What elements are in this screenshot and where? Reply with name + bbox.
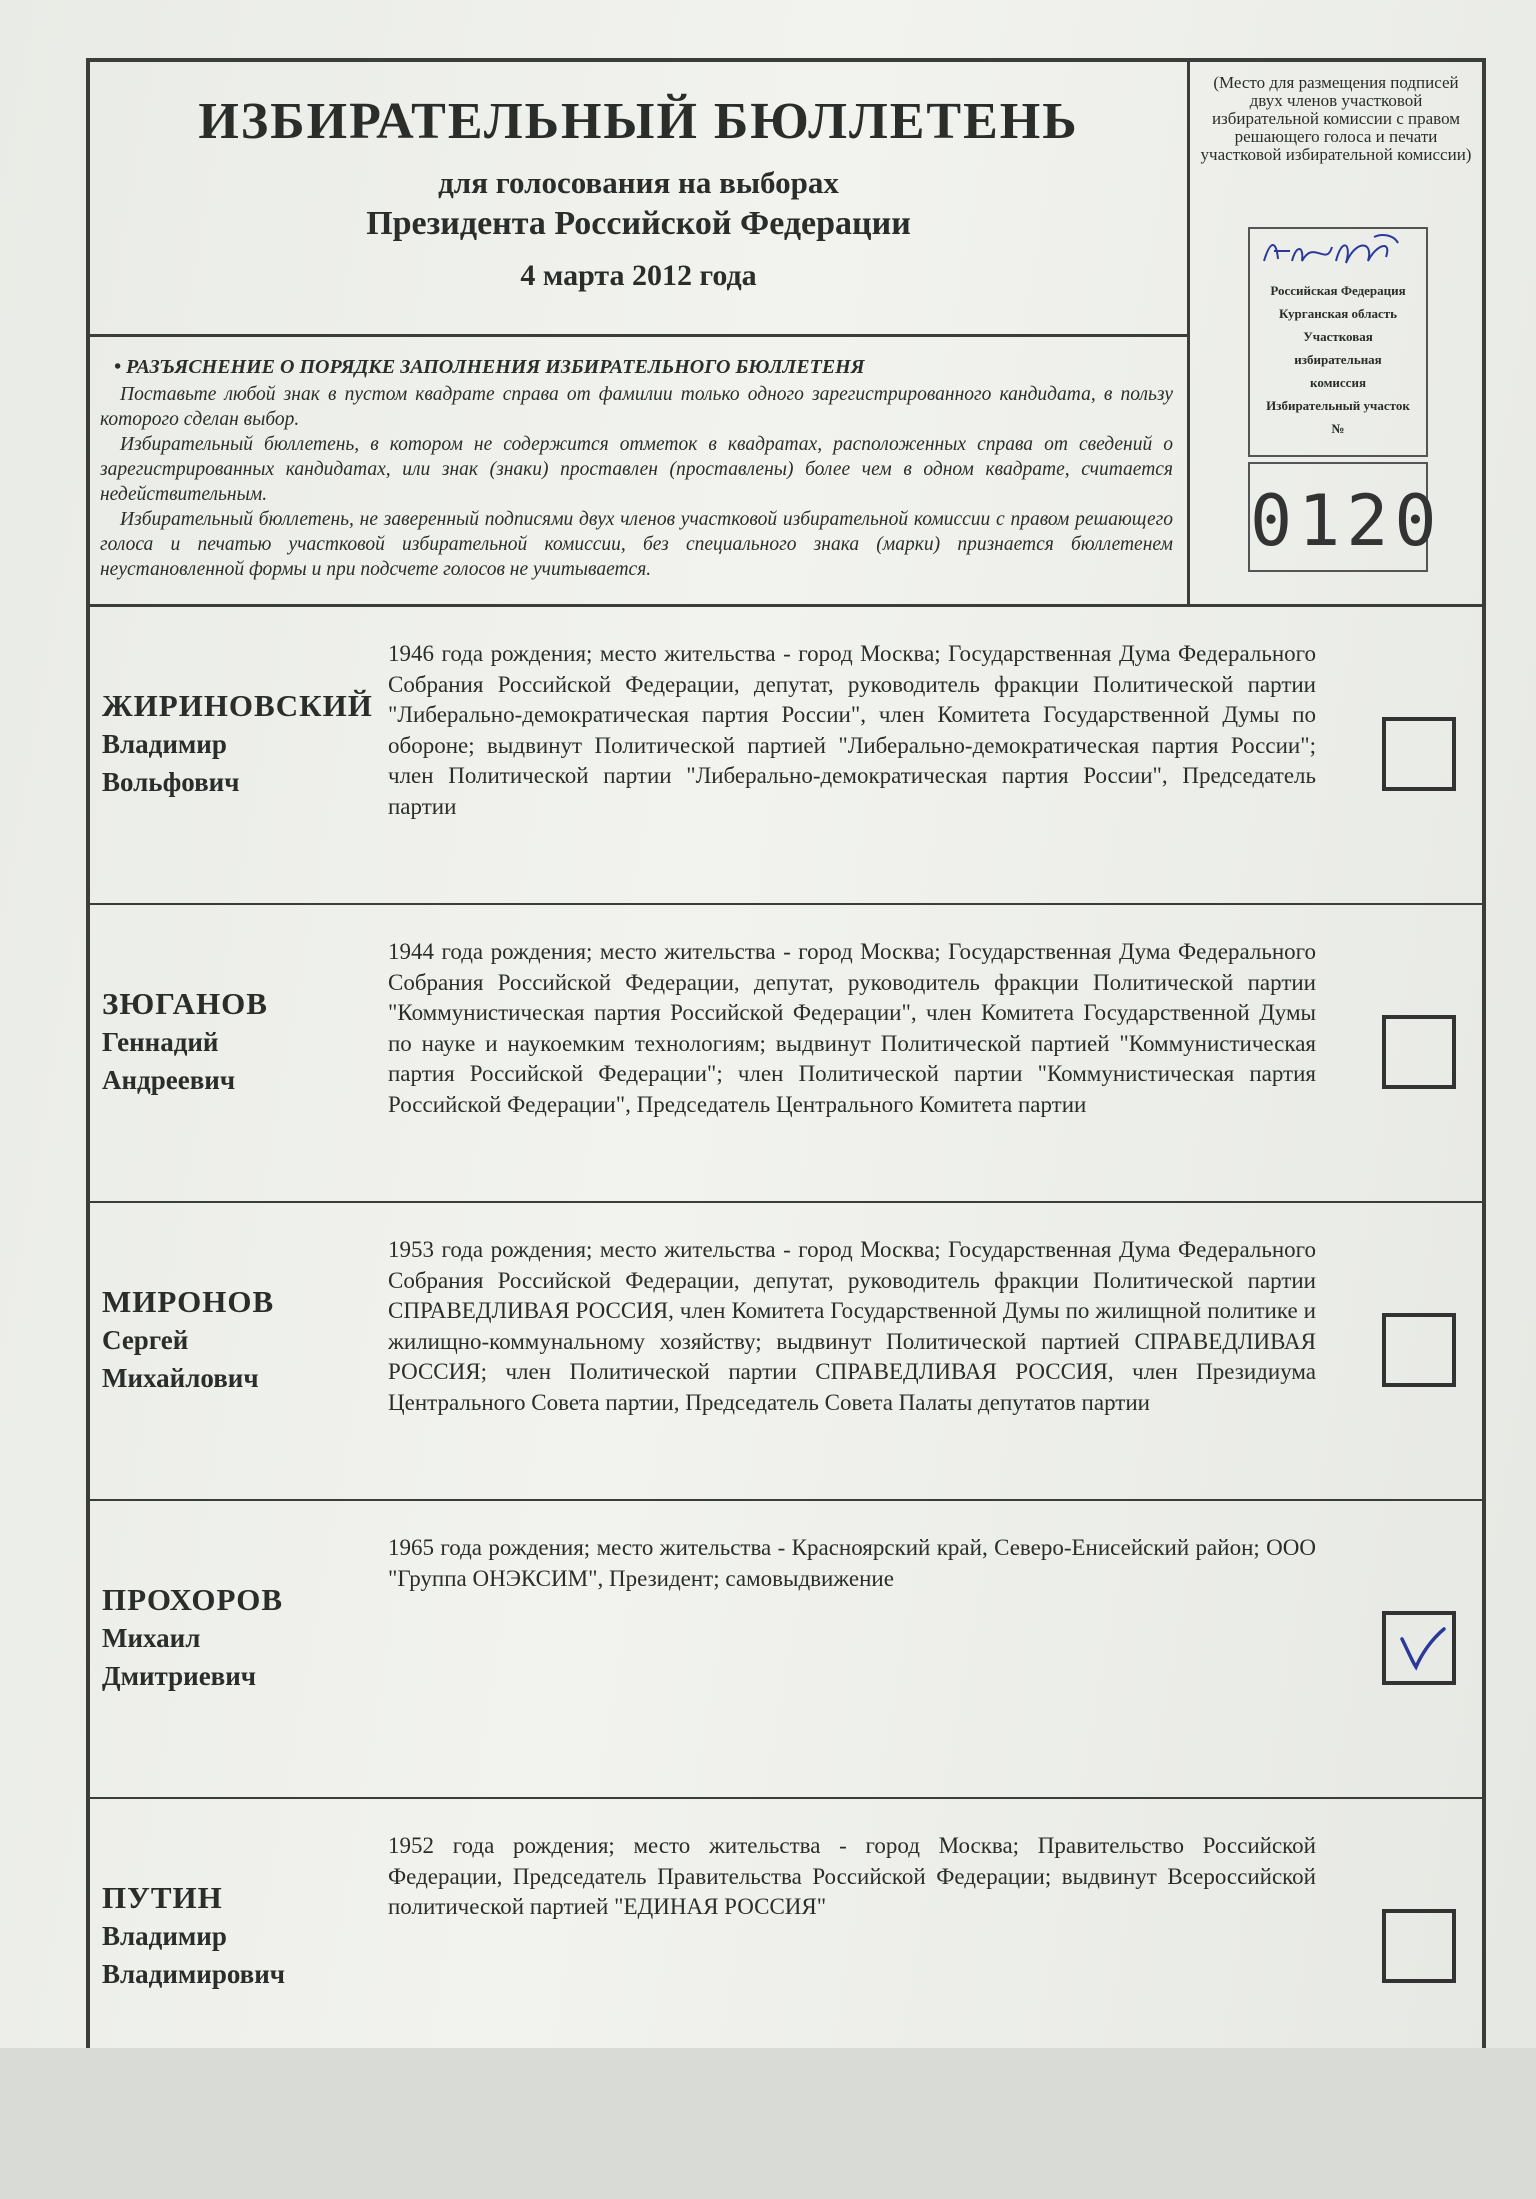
candidate-row [90,1799,1482,2199]
candidate-bio: 1965 года рождения; место жительства - Красноярский край, Северо-Енисейский район; ООО "Группа ОНЭКСИМ", Президент; самовыдвижение [388,1535,1316,1591]
vote-checkbox[interactable] [1382,1909,1456,1983]
stamp-line: избирательная [1294,352,1382,367]
ballot-header [90,62,1190,337]
candidate-patronymic: Михайлович [102,1363,259,1393]
vote-checkbox[interactable] [1382,1611,1456,1685]
instructions-heading: • РАЗЪЯСНЕНИЕ О ПОРЯДКЕ ЗАПОЛНЕНИЯ ИЗБИРАТЕЛЬНОГО БЮЛЛЕТЕНЯ [114,356,865,378]
candidate-patronymic: Дмитриевич [102,1661,257,1691]
vote-checkbox[interactable] [1382,1313,1456,1387]
ballot-subtitle-1: для голосования на выборах [438,165,839,200]
signature-icon [1256,231,1406,275]
candidate-surname: МИРОНОВ [102,1284,275,1319]
instructions-paragraph: Избирательный бюллетень, не заверенный подписями двух членов участковой избирательной комиссии с правом решающего голоса и печатью участковой избирательной комиссии, без специального знака (марки) признается бюллетенем неустановленной формы и при подсчете голосов не учитывается. [100,509,1173,580]
precinct-number: 0120 [1250,480,1443,562]
candidate-surname: ЖИРИНОВСКИЙ [102,688,373,723]
candidate-row [90,1501,1482,1799]
candidate-surname: ЗЮГАНОВ [102,986,268,1021]
candidate-surname: ПУТИН [102,1880,223,1915]
commission-sidebox [1190,62,1482,607]
candidate-bio: 1953 года рождения; место жительства - город Москва; Государственная Дума Федерального Собрания Российской Федерации, депутат, руководитель фракции Политической партии СПРАВЕДЛИВАЯ РОССИЯ, член Комитета Государственной Думы по жилищной политике и жилищно-коммунальному хозяйству; выдвинут Политической партией СПРАВЕДЛИВАЯ РОССИЯ; член Политической партии СПРАВЕДЛИВАЯ РОССИЯ, член Президиума Центрального Совета партии, Председатель Совета Палаты депутатов партии [388,1237,1316,1415]
candidate-bio: 1952 года рождения; место жительства - город Москва; Правительство Российской Федерации, Председатель Правительства Российской Федерации; выдвинут Всероссийской политической партией "ЕДИНАЯ РОССИЯ" [388,1833,1316,1919]
checkmark-icon [1394,1621,1448,1677]
stamp-line: № [1331,421,1345,436]
candidate-patronymic: Андреевич [102,1065,236,1095]
candidate-name [102,1581,382,1695]
candidate-first-name: Владимир [102,729,227,759]
instructions-paragraph: Избирательный бюллетень, в котором не содержится отметок в квадратах, расположенных справа от сведений о зарегистрированных кандидатах, или знак (знаки) проставлен (проставлены) более чем в одном квадрате, считается недействительным. [100,434,1173,505]
precinct-number-box [1248,462,1443,572]
candidate-list [90,607,1482,2199]
vote-checkbox[interactable] [1382,717,1456,791]
instructions-block [90,337,1190,607]
stamp-line: Избирательный участок [1266,398,1410,413]
candidate-patronymic: Владимирович [102,1959,286,1989]
candidate-name [102,1283,382,1397]
candidate-first-name: Михаил [102,1623,201,1653]
stamp-line: Участковая [1303,329,1373,344]
commission-stamp [1248,227,1428,457]
candidate-bio: 1944 года рождения; место жительства - город Москва; Государственная Дума Федерального Собрания Российской Федерации, депутат, руководитель фракции Политической партии "Коммунистическая партия Российской Федерации", член Комитета Государственной Думы по науке и наукоемким технологиям; выдвинут Политической партией "Коммунистическая партия Российской Федерации"; член Политической партии "Коммунистическая партия Российской Федерации", Председатель Центрального Комитета партии [388,939,1316,1117]
candidate-first-name: Сергей [102,1325,189,1355]
stamp-line: Российская Федерация [1270,283,1406,298]
candidate-name [102,687,382,801]
stamp-line: комиссия [1310,375,1366,390]
candidate-row [90,607,1482,905]
ballot-subtitle-2: Президента Российской Федерации [366,205,911,242]
candidate-name [102,1879,382,1993]
ballot-frame [86,58,1486,2048]
candidate-surname: ПРОХОРОВ [102,1582,284,1617]
candidate-row [90,1203,1482,1501]
vote-checkbox[interactable] [1382,1015,1456,1089]
candidate-name [102,985,382,1099]
stamp-line: Курганская область [1278,306,1398,321]
election-date: 4 марта 2012 года [520,259,757,292]
signature-place-note: (Место для размещения подписей двух членов участковой избирательной комиссии с правом решающего голоса и печати участковой избирательной комиссии) [1200,73,1472,164]
ballot-title: ИЗБИРАТЕЛЬНЫЙ БЮЛЛЕТЕНЬ [198,93,1079,150]
candidate-patronymic: Вольфович [102,767,240,797]
candidate-row [90,905,1482,1203]
candidate-first-name: Владимир [102,1921,227,1951]
candidate-first-name: Геннадий [102,1027,219,1057]
candidate-bio: 1946 года рождения; место жительства - город Москва; Государственная Дума Федерального Собрания Российской Федерации, депутат, руководитель фракции Политической партии "Либерально-демократическая партия России", член Комитета Государственной Думы по обороне; выдвинут Политической партией "Либерально-демократическая партия России"; член Политической партии "Либерально-демократическая партия России", Председатель партии [388,641,1316,819]
instructions-paragraph: Поставьте любой знак в пустом квадрате справа от фамилии только одного зарегистрированного кандидата, в пользу которого сделан выбор. [100,384,1173,430]
